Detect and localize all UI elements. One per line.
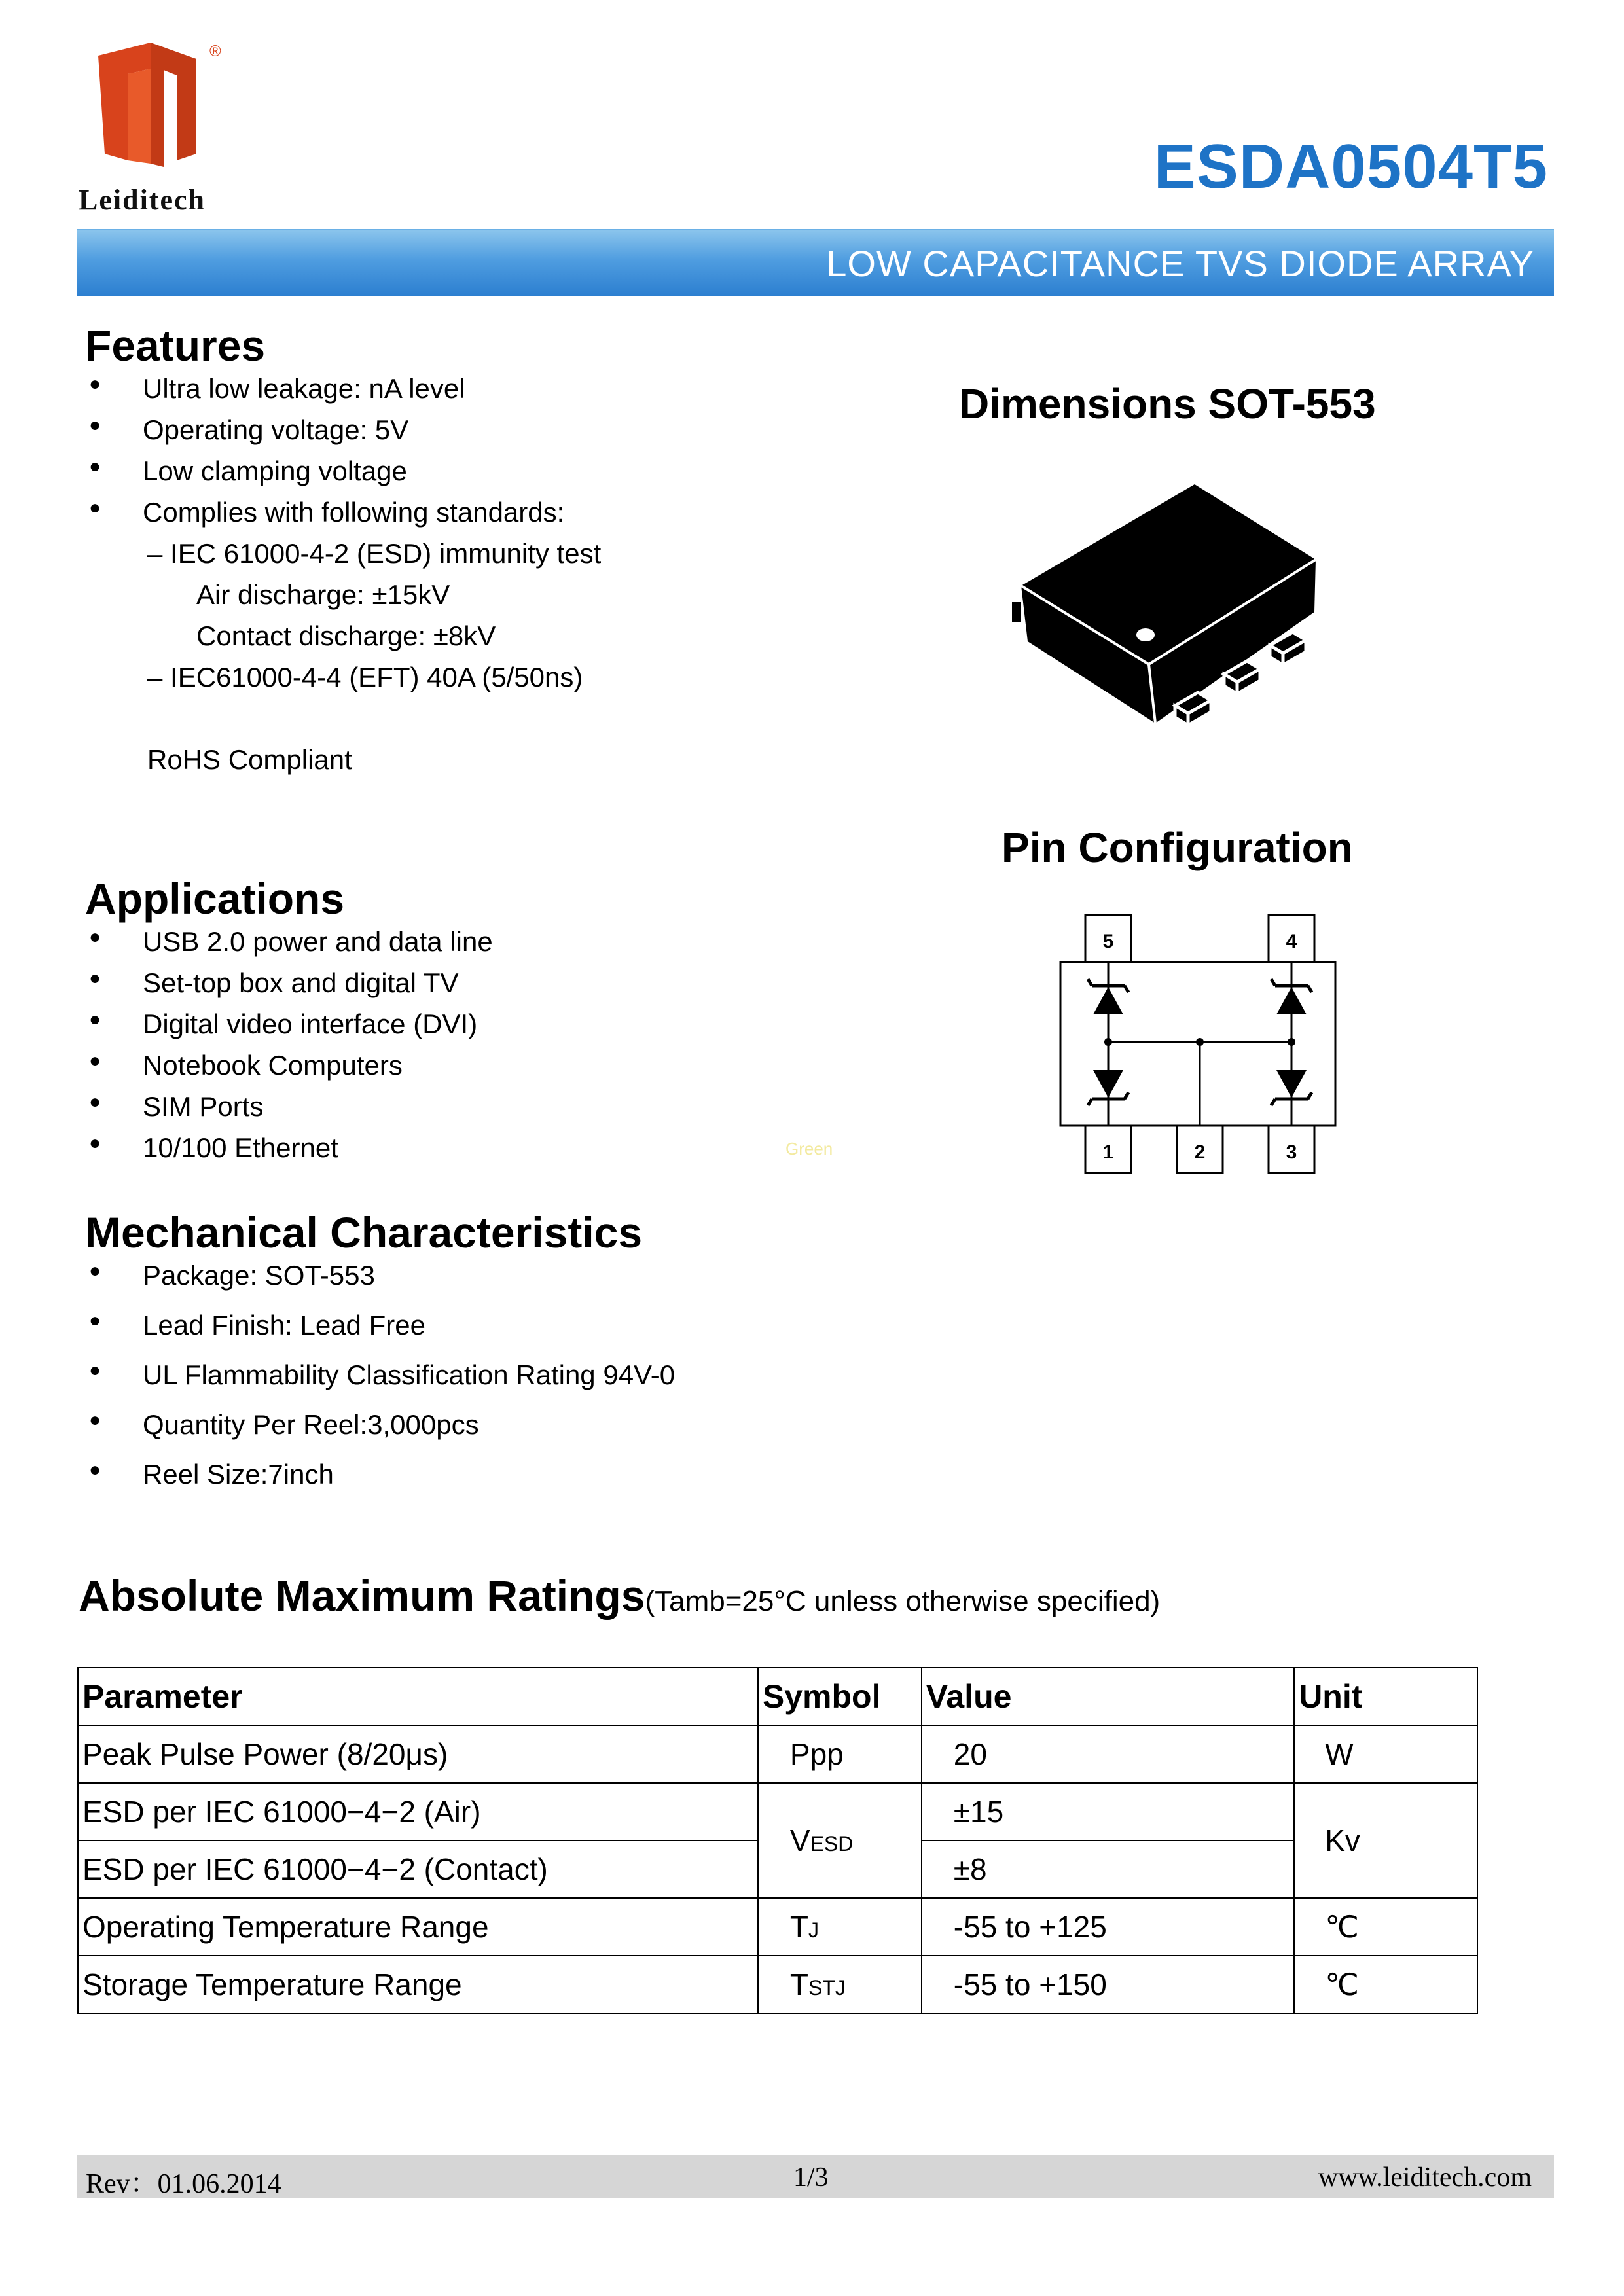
features-list xyxy=(89,373,565,538)
list-item: ● Digital video interface (DVI) xyxy=(89,1009,478,1039)
table-row xyxy=(78,1898,1477,1956)
table-row xyxy=(78,1956,1477,2013)
list-item: ● Reel Size:7inch xyxy=(89,1459,334,1490)
parameter-cell: ESD per IEC 61000−4−2 (Contact) xyxy=(78,1840,758,1898)
value-cell: ±8 xyxy=(922,1840,1294,1898)
standard-line: Air discharge: ±15kV xyxy=(196,579,450,610)
parameter-cell: Peak Pulse Power (8/20μs) xyxy=(78,1725,758,1783)
table-header-cell: Value xyxy=(922,1668,1294,1725)
table-row xyxy=(78,1783,1477,1840)
part-number: ESDA0504T5 xyxy=(1153,132,1548,202)
dimensions-heading: Dimensions SOT-553 xyxy=(959,380,1376,427)
revision-text: Rev：01.06.2014 xyxy=(86,2169,281,2199)
mechanical-list xyxy=(89,1260,676,1509)
page-number: 1/3 xyxy=(793,2162,829,2193)
parameter-cell: Storage Temperature Range xyxy=(78,1956,758,2013)
ratings-table xyxy=(77,1667,1478,2014)
unit-cell: ℃ xyxy=(1294,1956,1477,2013)
value-cell: 20 xyxy=(922,1725,1294,1783)
pin-config-heading: Pin Configuration xyxy=(1001,824,1353,871)
symbol-cell: VESD xyxy=(758,1783,922,1898)
green-watermark: Green xyxy=(785,1139,833,1158)
ratings-note: (Tamb=25°C unless otherwise specified) xyxy=(645,1585,1161,1617)
table-row xyxy=(78,1725,1477,1783)
company-logo xyxy=(79,29,236,219)
list-item: ● 10/100 Ethernet xyxy=(89,1132,338,1163)
ratings-heading xyxy=(79,1571,1160,1621)
list-item: ● Quantity Per Reel:3,000pcs xyxy=(89,1409,479,1440)
banner-subtitle: LOW CAPACITANCE TVS DIODE ARRAY xyxy=(826,243,1534,284)
value-cell: ±15 xyxy=(922,1783,1294,1840)
pin-label: 4 xyxy=(1286,931,1297,952)
brand-name: Leiditech xyxy=(79,184,206,216)
registered-mark: ® xyxy=(209,43,221,60)
list-item: ● SIM Ports xyxy=(89,1091,264,1122)
table-header-cell: Parameter xyxy=(78,1668,758,1725)
list-item: ● Notebook Computers xyxy=(89,1050,403,1081)
unit-cell: W xyxy=(1294,1725,1477,1783)
list-item: ● Package: SOT-553 xyxy=(89,1260,375,1291)
pin-label: 1 xyxy=(1102,1141,1114,1163)
mechanical-heading: Mechanical Characteristics xyxy=(85,1208,643,1257)
title-banner xyxy=(77,229,1554,296)
table-header-cell: Symbol xyxy=(758,1668,922,1725)
symbol-cell: Ppp xyxy=(758,1725,922,1783)
pin-label: 5 xyxy=(1102,931,1114,952)
list-item: ● USB 2.0 power and data line xyxy=(89,926,493,957)
standard-line: – IEC 61000-4-2 (ESD) immunity test xyxy=(147,538,602,569)
parameter-cell: Operating Temperature Range xyxy=(78,1898,758,1956)
parameter-cell: ESD per IEC 61000−4−2 (Air) xyxy=(78,1783,758,1840)
standard-line: – IEC61000-4-4 (EFT) 40A (5/50ns) xyxy=(147,662,583,692)
rohs-line: RoHS Compliant xyxy=(147,744,352,775)
features-heading: Features xyxy=(85,321,266,370)
value-cell: -55 to +125 xyxy=(922,1898,1294,1956)
page-footer xyxy=(77,2155,1554,2198)
applications-heading: Applications xyxy=(85,874,345,923)
table-header-row xyxy=(78,1668,1477,1725)
applications-list xyxy=(89,926,493,1174)
standard-line: Contact discharge: ±8kV xyxy=(196,620,496,651)
table-header-cell: Unit xyxy=(1294,1668,1477,1725)
list-item: ● Complies with following standards: xyxy=(89,497,565,528)
list-item: ● UL Flammability Classification Rating 94V-0 xyxy=(89,1359,676,1390)
list-item: ● Operating voltage: 5V xyxy=(89,414,409,445)
package-drawing xyxy=(1008,478,1316,740)
list-item: ● Low clamping voltage xyxy=(89,456,407,486)
unit-cell: ℃ xyxy=(1294,1898,1477,1956)
pin-label: 2 xyxy=(1194,1141,1206,1163)
ratings-title: Absolute Maximum Ratings xyxy=(79,1571,645,1620)
symbol-cell: TJ xyxy=(758,1898,922,1956)
pin-label: 3 xyxy=(1286,1141,1297,1163)
list-item: ● Set-top box and digital TV xyxy=(89,967,459,998)
symbol-cell: TSTJ xyxy=(758,1956,922,2013)
value-cell: -55 to +150 xyxy=(922,1956,1294,2013)
website-link[interactable]: www.leiditech.com xyxy=(1318,2162,1532,2193)
list-item: ● Ultra low leakage: nA level xyxy=(89,373,465,404)
pin-diagram xyxy=(1047,903,1348,1178)
list-item: ● Lead Finish: Lead Free xyxy=(89,1310,425,1340)
unit-cell: Kv xyxy=(1294,1783,1477,1898)
